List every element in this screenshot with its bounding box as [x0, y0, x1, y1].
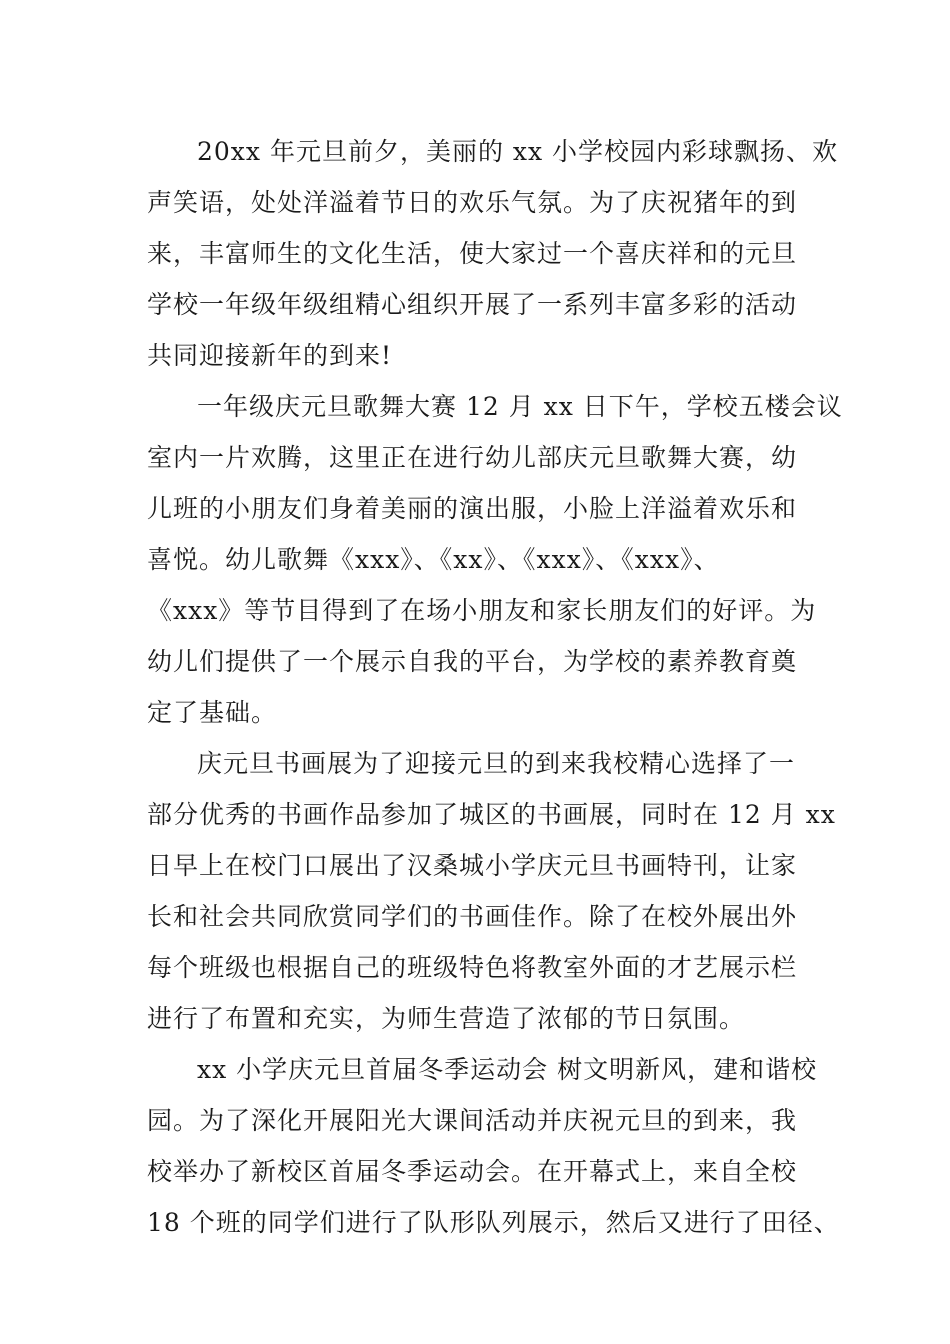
paragraph-1: [147, 126, 839, 381]
text-line: 一年级庆元旦歌舞大赛 12 月 xx 日下午，学校五楼会议: [197, 392, 843, 421]
text-line: 定了基础。: [147, 698, 278, 727]
text-line: 长和社会共同欣赏同学们的书画佳作。除了在校外展出外: [147, 902, 798, 931]
text-line: 学校一年级年级组精心组织开展了一系列丰富多彩的活动: [147, 290, 798, 319]
text-line: 幼儿们提供了一个展示自我的平台，为学校的素养教育奠: [147, 647, 798, 676]
text-line: 共同迎接新年的到来!: [147, 341, 393, 370]
text-line: 《xxx》等节目得到了在场小朋友和家长朋友们的好评。为: [147, 596, 817, 625]
text-line: 部分优秀的书画作品参加了城区的书画展，同时在 12 月 xx: [147, 800, 836, 829]
text-line: 喜悦。幼儿歌舞《xxx》、《xx》、《xxx》、《xxx》、: [147, 545, 720, 574]
text-line: 室内一片欢腾，这里正在进行幼儿部庆元旦歌舞大赛，幼: [147, 443, 798, 472]
text-line: 来，丰富师生的文化生活，使大家过一个喜庆祥和的元旦: [147, 239, 798, 268]
text-line: 日早上在校门口展出了汉桑城小学庆元旦书画特刊，让家: [147, 851, 798, 880]
text-line: 18 个班的同学们进行了队形队列展示，然后又进行了田径、: [147, 1208, 840, 1237]
paragraph-4: [147, 1044, 840, 1248]
text-line: 每个班级也根据自己的班级特色将教室外面的才艺展示栏: [147, 953, 798, 982]
paragraph-3: [147, 738, 836, 1044]
document-body: [147, 126, 843, 1248]
text-line: 庆元旦书画展为了迎接元旦的到来我校精心选择了一: [197, 749, 796, 778]
text-line: 进行了布置和充实，为师生营造了浓郁的节日氛围。: [147, 1004, 746, 1033]
paragraph-2: [147, 381, 843, 738]
text-line: 儿班的小朋友们身着美丽的演出服，小脸上洋溢着欢乐和: [147, 494, 798, 523]
text-line: 20xx 年元旦前夕，美丽的 xx 小学校园内彩球飘扬、欢: [197, 137, 839, 166]
text-line: 园。为了深化开展阳光大课间活动并庆祝元旦的到来，我: [147, 1106, 798, 1135]
text-line: xx 小学庆元旦首届冬季运动会 树文明新风，建和谐校: [197, 1055, 818, 1084]
text-line: 声笑语，处处洋溢着节日的欢乐气氛。为了庆祝猪年的到: [147, 188, 798, 217]
text-line: 校举办了新校区首届冬季运动会。在开幕式上，来自全校: [147, 1157, 798, 1186]
